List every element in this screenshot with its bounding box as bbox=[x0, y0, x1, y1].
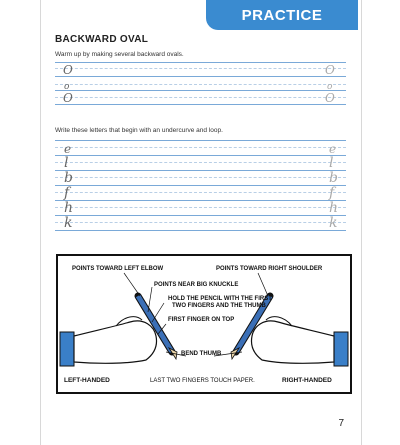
oval-sample-right: o bbox=[327, 82, 333, 92]
oval-sample-left: o bbox=[64, 82, 70, 92]
letter-practice-area bbox=[55, 140, 346, 236]
label-hold-pencil-1: HOLD THE PENCIL WITH THE FIRST bbox=[168, 296, 272, 302]
guide-dash bbox=[55, 147, 346, 148]
letter-sample-right: h bbox=[329, 200, 339, 216]
label-big-knuckle: POINTS NEAR BIG KNUCKLE bbox=[154, 282, 239, 288]
letter-sample-left: k bbox=[64, 215, 73, 231]
left-hand bbox=[74, 321, 157, 363]
guide-dash bbox=[55, 84, 346, 85]
label-left-handed: LEFT-HANDED bbox=[64, 377, 110, 384]
guide-line bbox=[55, 104, 346, 105]
guide-dash bbox=[55, 68, 346, 69]
guide-line bbox=[55, 185, 346, 186]
leader-line bbox=[258, 273, 268, 296]
letter-sample-right: k bbox=[329, 215, 338, 231]
instruction-ovals: Warm up by making several backward ovals. bbox=[55, 51, 184, 58]
guide-line bbox=[55, 170, 346, 171]
right-hand bbox=[251, 321, 334, 363]
letter-sample-left: e bbox=[64, 142, 72, 156]
left-cuff bbox=[60, 332, 74, 366]
guide-dash bbox=[55, 207, 346, 208]
letter-sample-right: l bbox=[329, 155, 334, 171]
oval-practice-area bbox=[55, 62, 346, 112]
page-number: 7 bbox=[338, 418, 344, 429]
letter-sample-right: e bbox=[329, 142, 337, 156]
label-last-two-fingers: LAST TWO FINGERS TOUCH PAPER. bbox=[150, 378, 255, 384]
leader-line bbox=[124, 273, 140, 296]
label-bend-thumb: BEND THUMB bbox=[181, 351, 222, 357]
oval-sample-right: O bbox=[325, 91, 335, 105]
guide-line bbox=[55, 140, 346, 141]
oval-sample-left: O bbox=[63, 63, 73, 77]
practice-tab: PRACTICE bbox=[206, 0, 358, 30]
guide-line bbox=[55, 62, 346, 63]
label-hold-pencil-2: TWO FINGERS AND THE THUMB bbox=[172, 303, 266, 309]
label-right-shoulder: POINTS TOWARD RIGHT SHOULDER bbox=[216, 266, 323, 272]
label-left-elbow: POINTS TOWARD LEFT ELBOW bbox=[72, 266, 164, 272]
right-cuff bbox=[334, 332, 348, 366]
guide-line bbox=[55, 215, 346, 216]
guide-line bbox=[55, 200, 346, 201]
letter-sample-right: f bbox=[329, 185, 335, 201]
label-right-handed: RIGHT-HANDED bbox=[282, 377, 332, 384]
guide-dash bbox=[55, 192, 346, 193]
instruction-letters: Write these letters that begin with an undercurve and loop. bbox=[55, 127, 223, 134]
label-first-finger: FIRST FINGER ON TOP bbox=[168, 317, 235, 323]
guide-dash bbox=[55, 162, 346, 163]
guide-dash bbox=[55, 97, 346, 98]
letter-sample-right: b bbox=[329, 170, 338, 186]
guide-line bbox=[55, 76, 346, 77]
hands-illustration bbox=[58, 256, 350, 392]
guide-line bbox=[55, 230, 346, 231]
leader-line bbox=[148, 287, 152, 312]
letter-sample-left: l bbox=[64, 155, 69, 171]
letter-sample-left: h bbox=[64, 200, 74, 216]
letter-sample-left: b bbox=[64, 170, 73, 186]
oval-sample-left: O bbox=[63, 91, 73, 105]
guide-dash bbox=[55, 222, 346, 223]
guide-line bbox=[55, 155, 346, 156]
oval-sample-right: O bbox=[325, 63, 335, 77]
pencil-grip-diagram bbox=[56, 254, 352, 394]
guide-dash bbox=[55, 177, 346, 178]
letter-sample-left: f bbox=[64, 185, 70, 201]
guide-line bbox=[55, 90, 346, 91]
section-title: BACKWARD OVAL bbox=[55, 34, 149, 45]
leader-line bbox=[152, 303, 164, 322]
